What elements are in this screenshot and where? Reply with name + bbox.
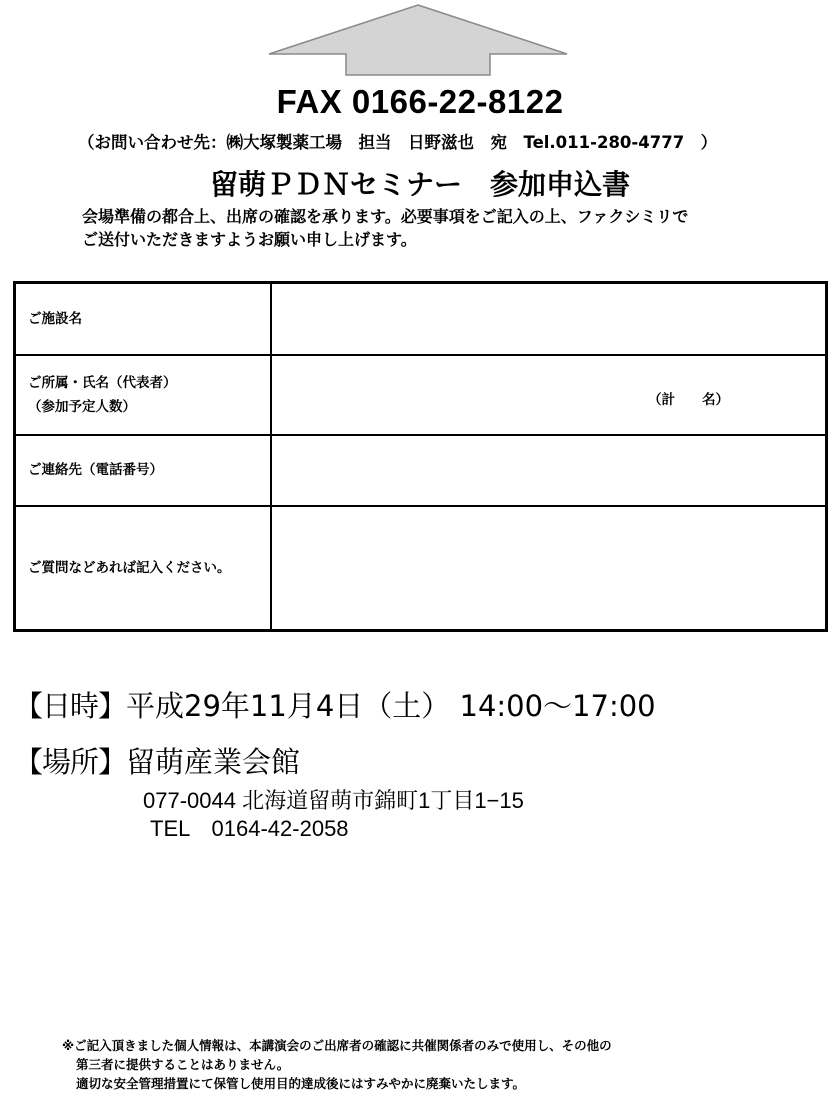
- phone-label: ご連絡先（電話番号）: [15, 435, 272, 506]
- attendee-field[interactable]: [271, 355, 827, 435]
- venue-address: 077-0044 北海道留萌市錦町1丁目1−15: [143, 788, 524, 813]
- up-arrow-icon: [268, 4, 568, 76]
- attendee-count-label: （計 名）: [648, 391, 729, 408]
- attendee-label-line1: ご所属・氏名（代表者）: [28, 374, 177, 391]
- notice-line: ※ご記入頂きました個人情報は、本講演会のご出席者の確認に共催関係者のみで使用し、その他の: [62, 1038, 612, 1053]
- facility-field[interactable]: [271, 283, 827, 355]
- attendee-label: [15, 355, 272, 435]
- contact-info: （お問い合わせ先：㈱大塚製薬工場 担当 日野滋也 宛 Tel.011-280-4777 ）: [78, 133, 718, 152]
- privacy-notice: [62, 1036, 612, 1093]
- venue-tag: 【場所】: [14, 745, 127, 779]
- venue-tel: TEL 0164-42-2058: [150, 816, 349, 841]
- event-datetime: [14, 684, 656, 725]
- question-field[interactable]: [271, 506, 827, 631]
- page-title: 留萌ＰＤＮセミナー 参加申込書: [209, 168, 630, 201]
- phone-field[interactable]: [271, 435, 827, 506]
- event-venue: [14, 740, 300, 781]
- venue-name: 留萌産業会館: [126, 745, 301, 779]
- facility-label: ご施設名: [15, 283, 272, 355]
- intro-text: [82, 205, 688, 251]
- question-label: ご質問などあれば記入ください。: [15, 506, 272, 631]
- datetime-value: 平成29年11月4日（土） 14:00～17:00: [126, 689, 656, 723]
- notice-line: 適切な安全管理措置にて保管し使用目的達成後にはすみやかに廃棄いたします。: [76, 1076, 526, 1091]
- registration-form: [13, 281, 828, 632]
- notice-line: 第三者に提供することはありません。: [76, 1057, 290, 1072]
- attendee-label-line2: （参加予定人数）: [28, 398, 136, 415]
- fax-number: FAX 0166-22-8122: [276, 83, 564, 120]
- datetime-tag: 【日時】: [14, 689, 127, 723]
- intro-line: 会場準備の都合上、出席の確認を承ります。必要事項をご記入の上、ファクシミリで: [82, 207, 689, 226]
- intro-line: ご送付いただきますようお願い申し上げます。: [82, 230, 417, 249]
